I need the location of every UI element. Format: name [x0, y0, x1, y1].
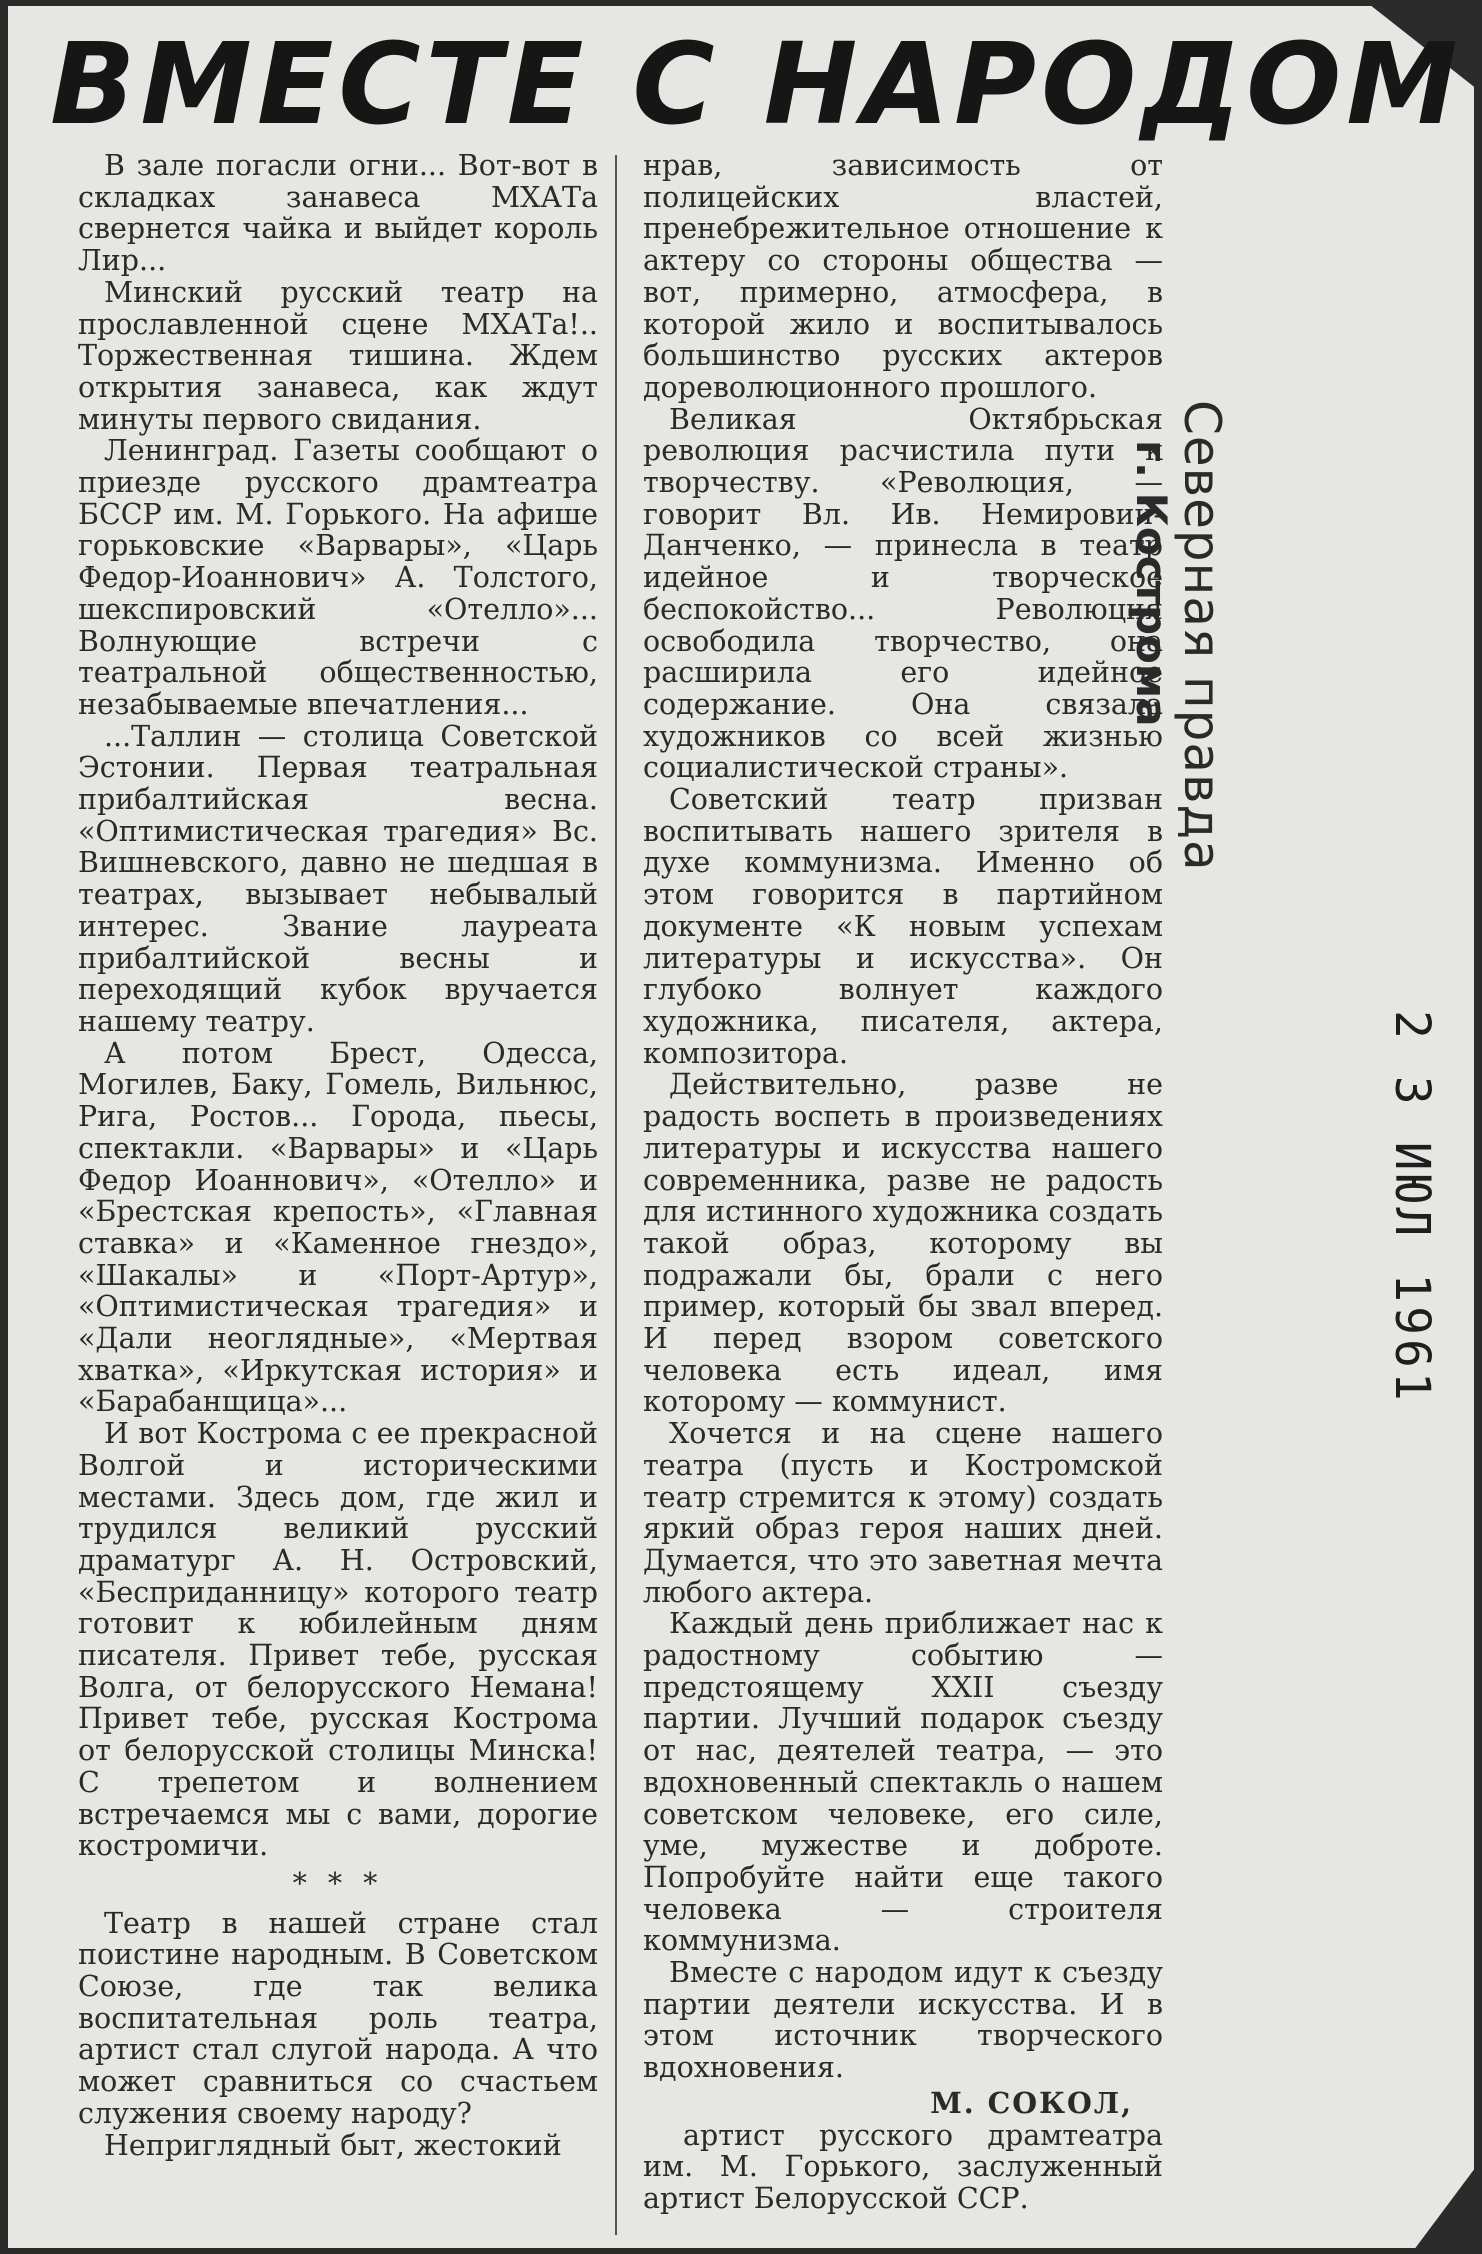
- paragraph: В зале погасли огни... Вот-вот в складках занавеса МХАТа свернется чайка и выйдет король Лир...: [78, 149, 598, 278]
- article-left-column: [78, 150, 598, 2161]
- column-rule: [615, 155, 617, 2235]
- stamp-newspaper-name: Северная правда: [1173, 400, 1231, 872]
- section-divider: * * *: [292, 1866, 384, 1900]
- paragraph: Театр в нашей стране стал поистине народным. В Советском Союзе, где так велика воспитательная роль театра, артист стал слугой народа. А что может сравниться со счастьем служения своему народу?: [78, 1906, 598, 2130]
- paragraph: Действительно, разве не радость воспеть в произведениях литературы и искусства нашего современника, разве не радость для истинного художника создать такой образ, которому вы подражали бы, брали с него пример, который бы звал вперед. И перед взором советского человека есть идеал, имя которому — коммунист.: [643, 1068, 1163, 1419]
- paragraph: Советский театр призван воспитывать нашего зрителя в духе коммунизма. Именно об этом говорится в партийном документе «К новым успехам литературы и искусства». Он глубоко волнует каждого художника, писателя, актера, композитора.: [643, 783, 1163, 1070]
- paragraph: нрав, зависимость от полицейских властей, пренебрежительное отношение к актеру со стороны общества — вот, примерно, атмосфера, в которой жило и воспитывалось большинство русских актеров дореволюционного прошлого.: [643, 149, 1163, 404]
- paragraph: Великая Октябрьская революция расчистила пути к творчеству. «Революция, — говорит Вл. Ив. Немирович-Данченко, — принесла в театр идейное и творческое беспокойство... Революция освободила творчество, она расширила его идейное содержание. Она связала художников со всей жизнью социалистической страны».: [643, 402, 1163, 785]
- author-signature: М. СОКОЛ,: [930, 2085, 1133, 2120]
- newspaper-stamp: [1050, 400, 1231, 872]
- paragraph: Ленинград. Газеты сообщают о приезде русского драмтеатра БССР им. М. Горького. На афише горьковские «Варвары», «Царь Федор-Иоаннович» А. Толстого, шекспировский «Отелло»... Волнующие встречи с театральной общественностью, незабываемые впечатления...: [78, 434, 598, 721]
- paragraph: Каждый день приближает нас к радостному событию — предстоящему XXII съезду партии. Лучший подарок съезду от нас, деятелей театра, — это вдохновенный спектакль о нашем советском человеке, его силе, уме, мужестве и доброте. Попробуйте найти еще такого человека — строителя коммунизма.: [643, 1607, 1163, 1958]
- paragraph: Неприглядный быт, жестокий: [104, 2128, 562, 2162]
- stamp-city: г. Кострома: [1127, 440, 1176, 727]
- paragraph: А потом Брест, Одесса, Могилев, Баку, Гомель, Вильнюс, Рига, Ростов... Города, пьесы, спектакли. «Варвары» и «Царь Федор Иоаннович», «Отелло» и «Брестская крепость», «Главная ставка» и «Каменное гнездо», «Шакалы» и «Порт-Артур», «Оптимистическая трагедия» и «Дали неоглядные», «Мертвая хватка», «Иркутская история» и «Барабанщица»...: [78, 1036, 598, 1419]
- article-headline: ВМЕСТЕ С НАРОДОМ: [50, 20, 1463, 150]
- paragraph: Вместе с народом идут к съезду партии деятели искусства. И в этом источник творческого вдохновения.: [643, 1956, 1163, 2085]
- paragraph: И вот Кострома с ее прекрасной Волгой и историческими местами. Здесь дом, где жил и трудился великий русский драматург А. Н. Островский, «Бесприданницу» которого театр готовит к юбилейным дням писателя. Привет тебе, русская Волга, от белорусского Немана! Привет тебе, русская Кострома от белорусской столицы Минска! С трепетом и волнением встречаемся мы с вами, дорогие костромичи.: [78, 1417, 598, 1863]
- paragraph: Минский русский театр на прославленной сцене МХАТа!.. Торжественная тишина. Ждем открытия занавеса, как ждут минуты первого свидания.: [78, 275, 598, 436]
- paragraph: Хочется и на сцене нашего театра (пусть и Костромской театр стремится к этому) создать яркий образ героя наших дней. Думается, что это заветная мечта любого актера.: [643, 1417, 1163, 1609]
- paragraph: ...Таллин — столица Советской Эстонии. Первая театральная прибалтийская весна. «Оптимистическая трагедия» Вс. Вишневского, давно не шедшая в театрах, вызывает небывалый интерес. Звание лауреата прибалтийской весны и переходящий кубок вручается нашему театру.: [78, 719, 598, 1038]
- author-credit: артист русского драмтеатра им. М. Горького, заслуженный артист Белорусской ССР.: [643, 2118, 1163, 2215]
- date-stamp: 2 3 ИЮЛ 1961: [1384, 1010, 1440, 1405]
